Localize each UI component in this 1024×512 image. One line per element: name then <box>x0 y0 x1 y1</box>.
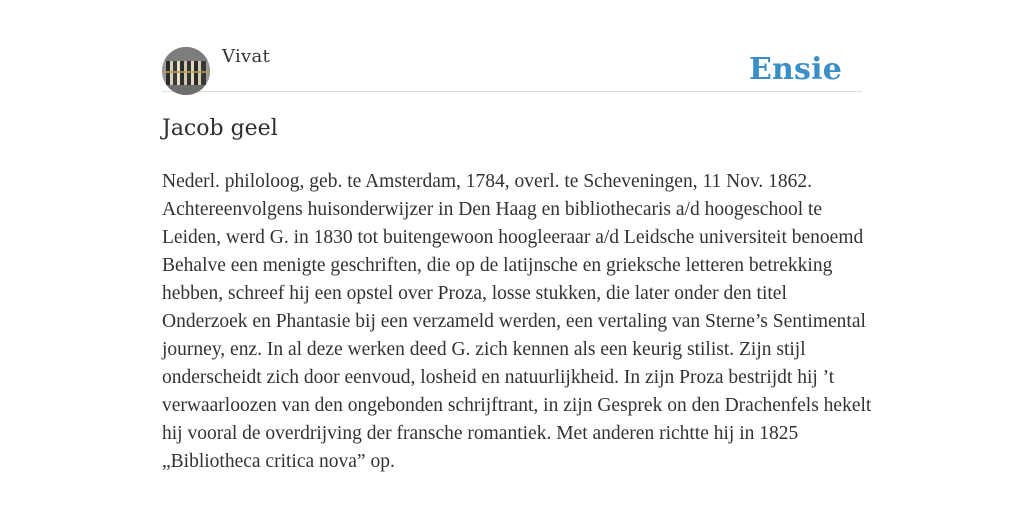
header <box>162 0 862 92</box>
avatar[interactable] <box>162 47 210 95</box>
article-body: Nederl. philoloog, geb. te Amsterdam, 1784, overl. te Scheveningen, 11 Nov. 1862. Achtereenvolgens huisonderwijzer in Den Haag en bibliothecaris a/d hoogeschool te Leiden, werd G. in 1830 tot buitengewoon hoogleeraar a/d Leidsche universiteit benoemd Behalve een menigte geschriften, die op de latijnsche en grieksche letteren betrekking hebben, schreef hij een opstel over Proza, losse stukken, die later onder den titel Onderzoek en Phantasie bij een verzameld werden, een vertaling van Sterne’s Sentimental journey, enz. In al deze werken deed G. zich kennen als een keurig stilist. Zijn stijl onderscheidt zich door eenvoud, losheid en natuurlijkheid. In zijn Proza bestrijdt hij ’t verwaarloozen van den ongebonden schrijftrant, in zijn Gesprek on den Drachenfels hekelt hij vooral de overdrijving der fransche romantiek. Met anderen richtte hij in 1825 „Bibliotheca critica nova” op. <box>162 171 872 472</box>
page <box>162 0 872 472</box>
brand-logo[interactable]: Ensie <box>748 52 842 87</box>
book-spines-avatar-icon <box>162 47 210 95</box>
source-name[interactable]: Vivat <box>222 46 271 67</box>
page-title: Jacob geel <box>162 116 278 141</box>
